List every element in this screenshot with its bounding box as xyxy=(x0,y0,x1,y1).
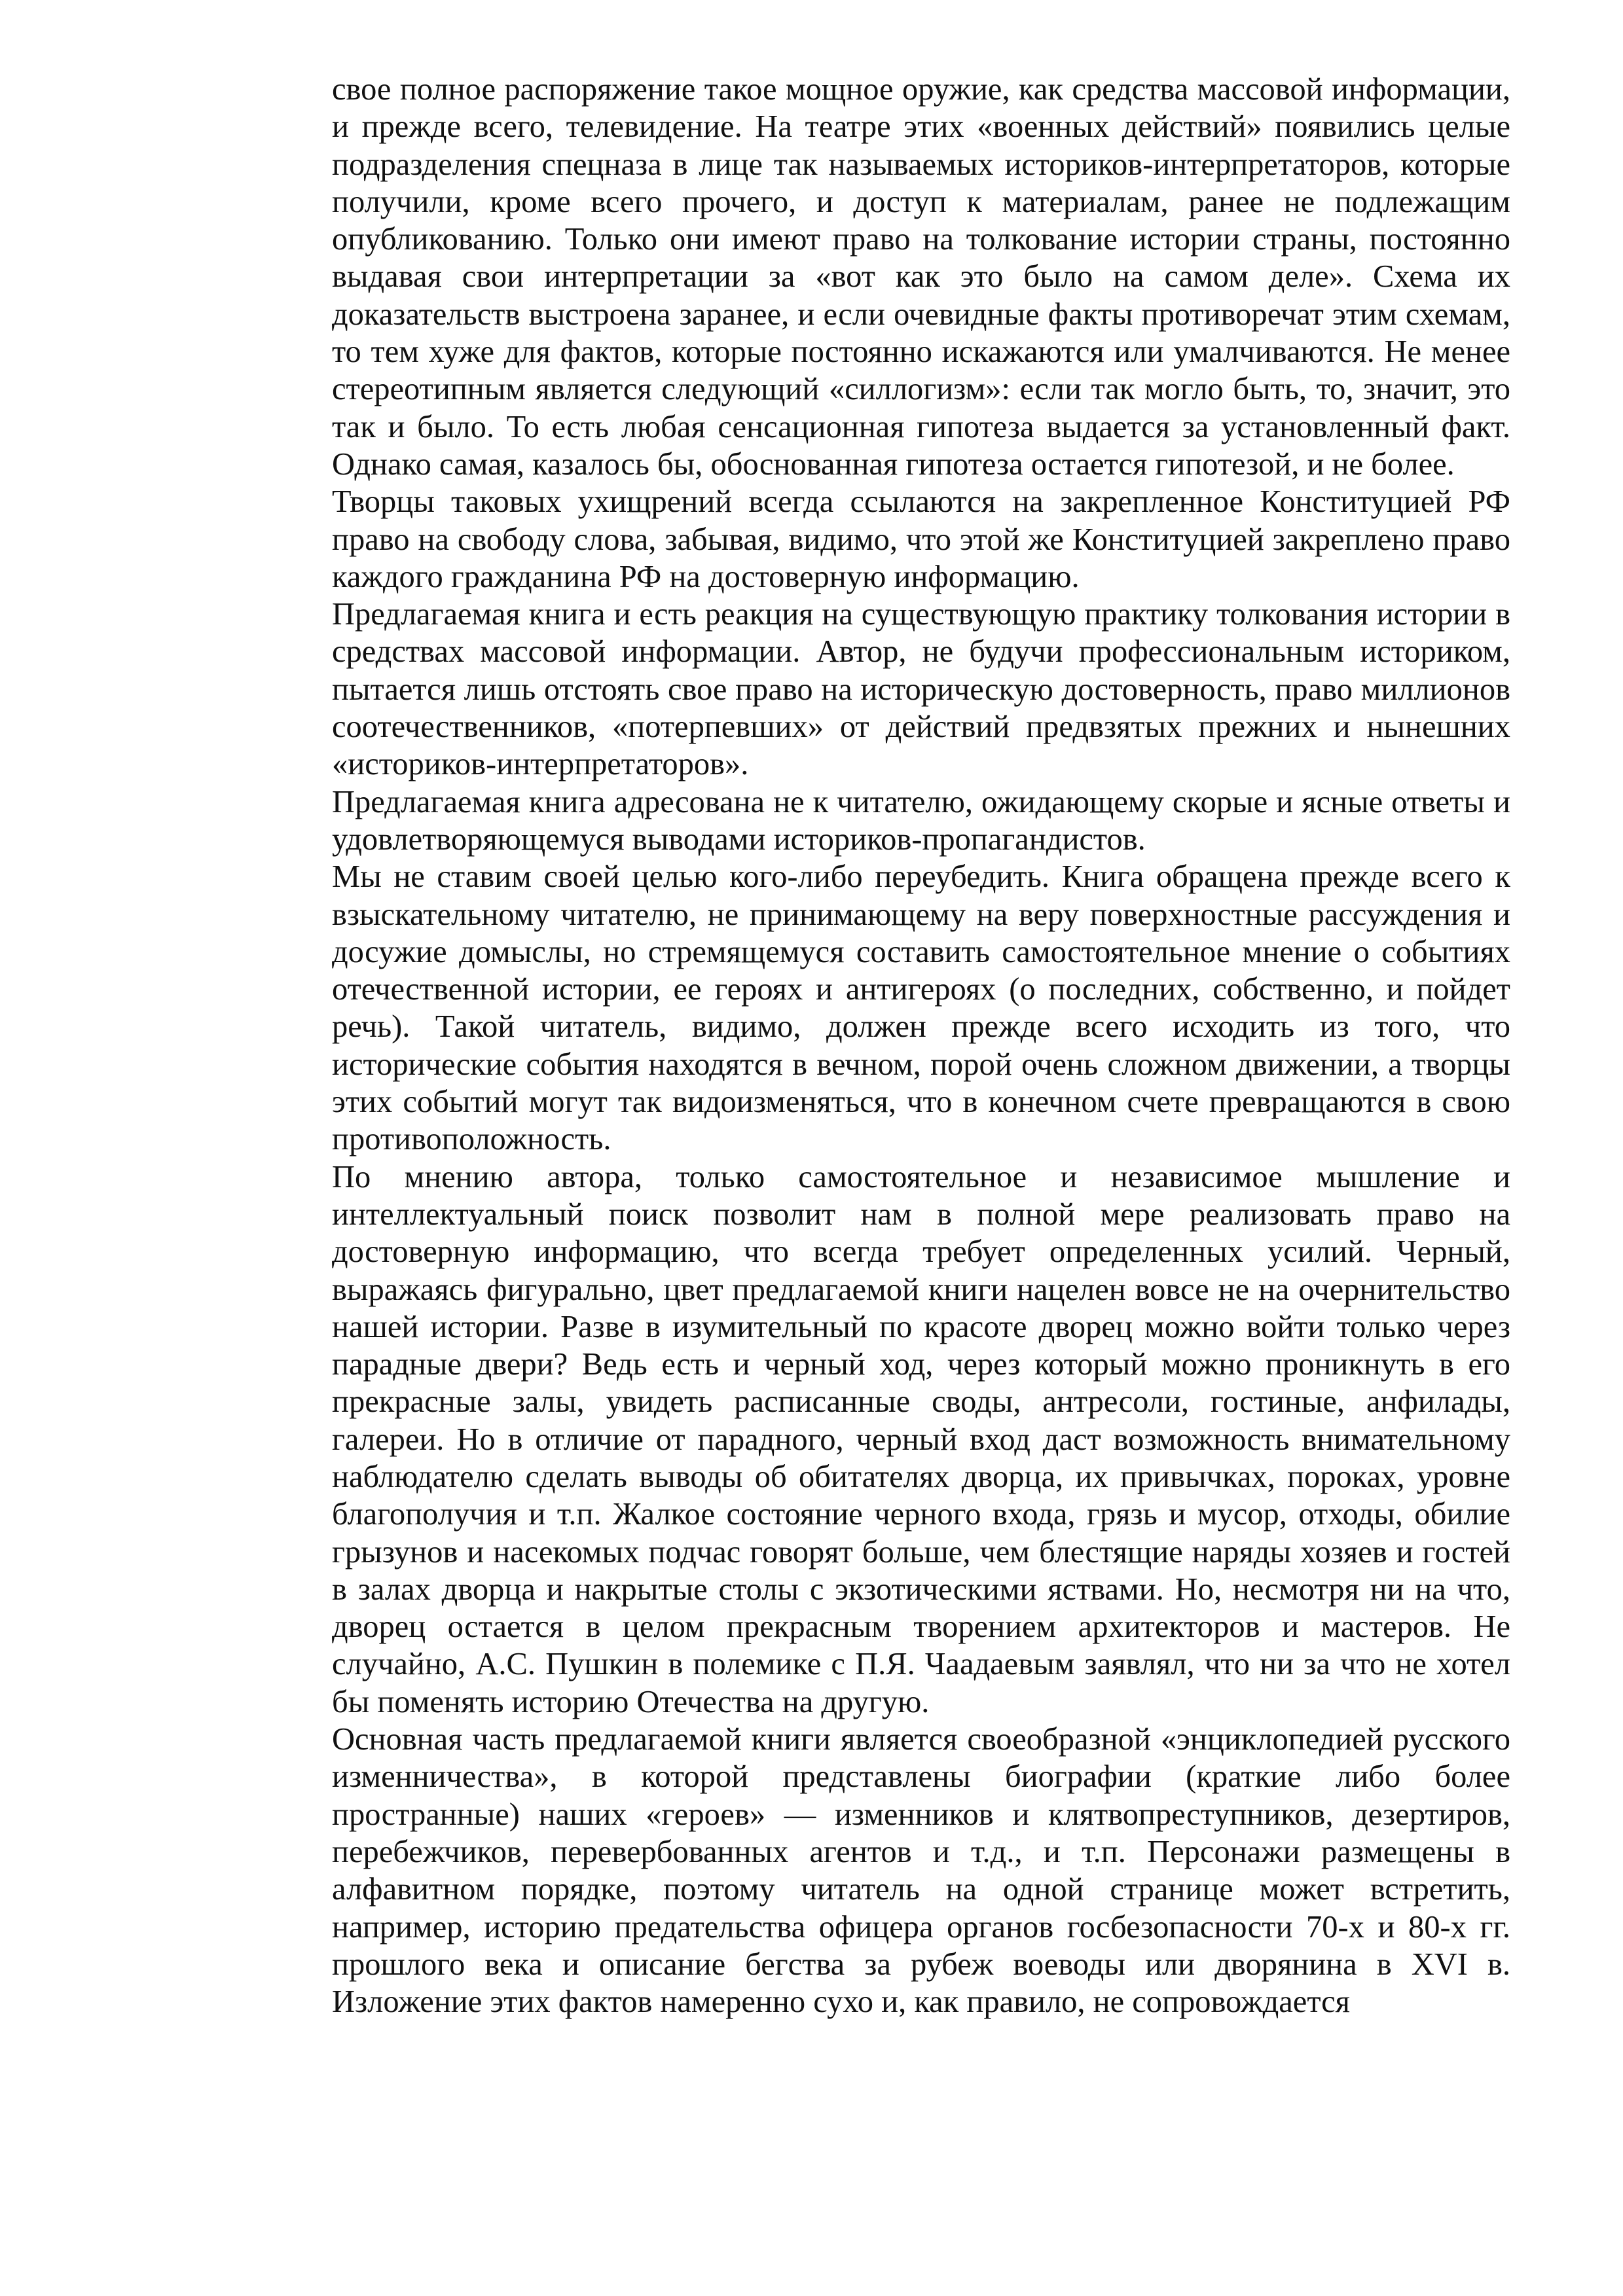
paragraph-7: Основная часть предлагаемой книги является своеобразной «энциклопедией русского изменничества», в которой представлены биографии (краткие либо более пространные) наших «героев» — изменников и клятвопреступников, дезертиров, перебежчиков, перевербованных агентов и т.д., и т.п. Персонажи размещены в алфавитном порядке, поэтому читатель на одной странице может встретить, например, историю предательства офицера органов госбезопасности 70-х и 80-х гг. прошлого века и описание бегства за рубеж воеводы или дворянина в XVI в. Изложение этих фактов намеренно сухо и, как правило, не сопровождается xyxy=(332,1722,1510,2020)
paragraph-3: Предлагаемая книга и есть реакция на существующую практику толкования истории в средствах массовой информации. Автор, не будучи профессиональным историком, пытается лишь отстоять свое право на историческую достоверность, право миллионов соотечественников, «потерпевших» от действий предвзятых прежних и нынешних «историков-интерпретаторов». xyxy=(332,597,1510,782)
paragraph-4: Предлагаемая книга адресована не к читателю, ожидающему скорые и ясные ответы и удовлетворяющемуся выводами историков-пропагандистов. xyxy=(332,784,1510,857)
body-text xyxy=(332,71,1510,2020)
paragraph-6: По мнению автора, только самостоятельное и независимое мышление и интеллектуальный поиск позволит нам в полной мере реализовать право на достоверную информацию, что всегда требует определенных усилий. Черный, выражаясь фигурально, цвет предлагаемой книги нацелен вовсе не на очернительство нашей истории. Разве в изумительный по красоте дворец можно войти только через парадные двери? Ведь есть и черный ход, через который можно проникнуть в его прекрасные залы, увидеть расписанные своды, антресоли, гостиные, анфилады, галереи. Но в отличие от парадного, черный вход даст возможность внимательному наблюдателю сделать выводы об обитателях дворца, их привычках, пороках, уровне благополучия и т.п. Жалкое состояние черного входа, грязь и мусор, отходы, обилие грызунов и насекомых подчас говорят больше, чем блестящие наряды хозяев и гостей в залах дворца и накрытые столы с экзотическими яствами. Но, несмотря ни на что, дворец остается в целом прекрасным творением архитекторов и мастеров. Не случайно, А.С. Пушкин в полемике с П.Я. Чаадаевым заявлял, что ни за что не хотел бы поменять историю Отечества на другую. xyxy=(332,1159,1510,1719)
paragraph-2: Творцы таковых ухищрений всегда ссылаются на закрепленное Конституцией РФ право на свободу слова, забывая, видимо, что этой же Конституцией закреплено право каждого гражданина РФ на достоверную информацию. xyxy=(332,484,1510,594)
paragraph-5: Мы не ставим своей целью кого-либо переубедить. Книга обращена прежде всего к взыскательному читателю, не принимающему на веру поверхностные рассуждения и досужие домыслы, но стремящемуся составить самостоятельное мнение о событиях отечественной истории, ее героях и антигероях (о последних, собственно, и пойдет речь). Такой читатель, видимо, должен прежде всего исходить из того, что исторические события находятся в вечном, порой очень сложном движении, а творцы этих событий могут так видоизменяться, что в конечном счете превращаются в свою противоположность. xyxy=(332,859,1510,1157)
paragraph-1: свое полное распоряжение такое мощное оружие, как средства массовой информации, и прежде всего, телевидение. На театре этих «военных действий» появились целые подразделения спецназа в лице так называемых историков-интерпретаторов, которые получили, кроме всего прочего, и доступ к материалам, ранее не подлежащим опубликованию. Только они имеют право на толкование истории страны, постоянно выдавая свои интерпретации за «вот как это было на самом деле». Схема их доказательств выстроена заранее, и если очевидные факты противоречат этим схемам, то тем хуже для фактов, которые постоянно искажаются или умалчиваются. Не менее стереотипным является следующий «силлогизм»: если так могло быть, то, значит, это так и было. То есть любая сенсационная гипотеза выдается за установленный факт. Однако самая, казалось бы, обоснованная гипотеза остается гипотезой, и не более. xyxy=(332,72,1510,482)
